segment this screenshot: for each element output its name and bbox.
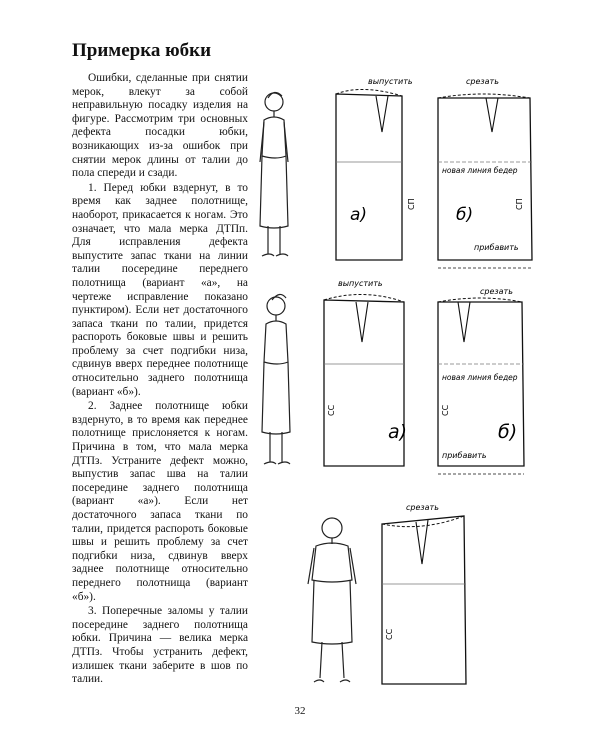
body-text-column <box>72 72 248 688</box>
page-number: 32 <box>294 705 306 717</box>
paragraph-defect-1: 1. Перед юбки вздернут, в то время как заднее полотнище, наоборот, прикасается к ногам. Это означает, что мала мерка ДТПп. Для исправления дефекта выпустите запас ткани на линии талии посередине переднего полотнища (вариант «а», на чертеже исправление показано пунктиром). Если нет достаточного запаса ткани по талии, придется распороть боковые швы и решить проблему за счет подгибки низа, сдвинув вверх переднее полотнище относительно заднего полотнища (вариант «б»). <box>72 181 248 398</box>
variant-a-back-label: а) <box>388 421 408 443</box>
woman-figure-front-illustration <box>260 92 288 256</box>
cut-back-label: срезать <box>480 287 513 296</box>
pattern-variant-a <box>336 77 416 260</box>
cut-label: срезать <box>466 77 499 86</box>
paragraph-intro: Ошибки, сделанные при снятии мерок, влекут за собой неправильную посадку изделия на фигуре. Рассмотрим три основных дефекта посадки юбки, возникающих из-за ошибок при снятии мерок длины от талии до пола спереди и сзади. <box>72 72 248 180</box>
pattern-variant-b <box>438 77 532 268</box>
figure-front-defect <box>252 70 552 270</box>
figure-wrinkle-defect <box>252 494 552 694</box>
variant-a-label: а) <box>350 205 368 225</box>
pattern-single-back <box>382 503 466 684</box>
release-label: выпустить <box>368 77 413 86</box>
pattern-variant-a-back <box>324 279 407 466</box>
cut-single-label: срезать <box>406 503 439 512</box>
ss-label-single: СС <box>385 628 394 640</box>
release-back-label: выпустить <box>338 279 383 288</box>
add-back-label: прибавить <box>442 451 487 460</box>
woman-figure-back-illustration <box>308 518 356 682</box>
new-hip-line-label: новая линия бедер <box>442 166 518 175</box>
variant-b-label: б) <box>456 205 474 225</box>
page-title: Примерка юбки <box>72 40 212 61</box>
figure-back-defect <box>252 276 552 476</box>
sp-label-b: СП <box>515 198 524 210</box>
woman-figure-side-illustration <box>262 294 290 464</box>
pattern-variant-b-back <box>438 287 524 474</box>
sp-label: СП <box>407 198 416 210</box>
new-hip-line-back-label: новая линия бедер <box>442 373 518 382</box>
variant-b-back-label: б) <box>498 421 518 443</box>
add-label: прибавить <box>474 243 519 252</box>
ss-label: СС <box>327 404 336 416</box>
ss-label-b: СС <box>441 404 450 416</box>
paragraph-defect-2: 2. Заднее полотнище юбки вздернуто, в то время как переднее полотнище прислоняется к ногам. Причина в том, что мала мерка ДТПз. Устраните дефект можно, выпустив запас шва на талии посередине заднего полотнища (вариант «а»). Если нет достаточного запаса ткани по талии, придется распороть боковые швы и решить проблему за счет подгибки низа, сдвинув вверх заднее полотнище относительно переднего полотнища (вариант «б»). <box>72 400 248 603</box>
paragraph-defect-3: 3. Поперечные заломы у талии посередине заднего полотнища юбки. Причина — велика мерка ДТПз. Чтобы устранить дефект, излишек ткани заберите в шов по талии. <box>72 605 248 686</box>
